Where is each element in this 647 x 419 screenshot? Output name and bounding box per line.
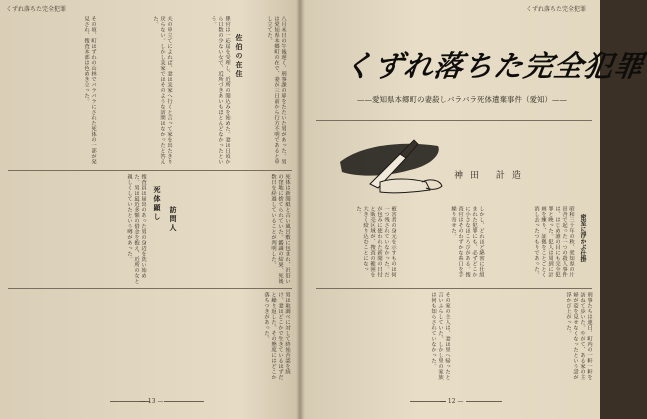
right-column-2: しかし、どれほど綿密に仕組まれた犯罪にも、必ずどこかに小さなほころびがある。捜査官はそのわずかな糸口を手繰り寄せた。 <box>450 206 484 278</box>
left-page-number: — 13 — <box>140 398 164 405</box>
left-band-rule-2 <box>8 288 292 289</box>
right-section-heading: 密室に浮かぶ仕掛 <box>579 214 586 262</box>
left-column-3: 夫の申立てによれば、妻は実家へ行くと言って家を出たきり戻らない。しかし実家ではそのような訪問はなかったと答えた。 <box>152 16 172 165</box>
right-running-head: くずれ落ちた完全犯罪 <box>526 6 587 13</box>
left-section-heading-3: 訪問人 <box>169 206 178 233</box>
left-column-2: 係官は一応届を受理し、近所の聞込みを始めた。妻は日頃から口数の少ない女で、近所づきあいもほとんどなかったという。 <box>210 16 230 165</box>
right-column-3: 被害者の身元を示すものは何一つ残されていなかった。だが包みに使われた新聞の日付と販売区域が、捜査の範囲を大きく絞り込むことになった。 <box>355 206 396 278</box>
knife-and-hand-illustration <box>330 132 452 204</box>
article-subtitle: ——愛知県本郷町の妻殺しバラバラ死体遺棄事件（愛知）—— <box>357 95 567 104</box>
left-column-7: 男は取調べに対して終始否認を続け、妻はどこかで生きているはずだと繰り返した。その態度にはどこか落ちつきがあった。 <box>263 292 290 380</box>
left-section-heading-2: 死体顕し <box>153 186 162 222</box>
left-section-heading-1: 佐伯の在住 <box>235 34 244 79</box>
left-column-1: 八月末日の午後遅く、刑事課の扉をたたいた男があった。男は愛知県本郷町の在で、妻が三日前から行方不明であると申し立てた。 <box>266 16 286 165</box>
right-page-number: — 12 — <box>440 398 464 405</box>
right-folio-rule-b <box>466 401 502 402</box>
page-gutter <box>296 0 304 419</box>
right-band-rule-1 <box>316 288 592 289</box>
left-column-4: その頃、町はずれの山林でバラバラにされた死体の一部が発見され、捜査本部は色めき立った。 <box>83 16 96 165</box>
left-column-6: 捜査員は届出のあった男の身辺を洗い始めた。男は最近多額の借金を抱え、近所の女と親しくしていたという噂があった。 <box>126 174 146 284</box>
left-running-head: くずれ落ちた完全犯罪 <box>6 6 67 13</box>
left-band-rule-1 <box>8 170 292 171</box>
right-column-4: 刑事たちは連日、町内の一軒一軒を訪ねて歩いた。やがて、ある家の主婦が姿を見せなくなったという話が浮かび上がった。 <box>565 292 592 380</box>
right-band-rule-0 <box>316 120 592 121</box>
author-byline: 神田 計造 <box>454 171 528 181</box>
article-title: くずれ落ちた完全犯罪 <box>341 49 647 83</box>
left-column-5: 死体は新聞紙と古い風呂敷に包まれ、沢沿いの窪地に捨てられていた。鑑識の結果、死後数日を経過していることが判明した。 <box>270 174 290 284</box>
right-column-1: 昭和三十年の秋、愛知県の片田舎で起った一つの殺人事件は、はじめ誰の目にも完全犯罪と映った。犯人は周到に計画を練り、証拠をことごとく消し去ったつもりであった。 <box>533 206 574 278</box>
right-column-5: その家の主人は、妻は里へ帰ったと言いふらしていた。しかし里の家族は何も知らされていなかった。 <box>430 292 450 380</box>
left-folio-rule-b <box>164 401 204 402</box>
